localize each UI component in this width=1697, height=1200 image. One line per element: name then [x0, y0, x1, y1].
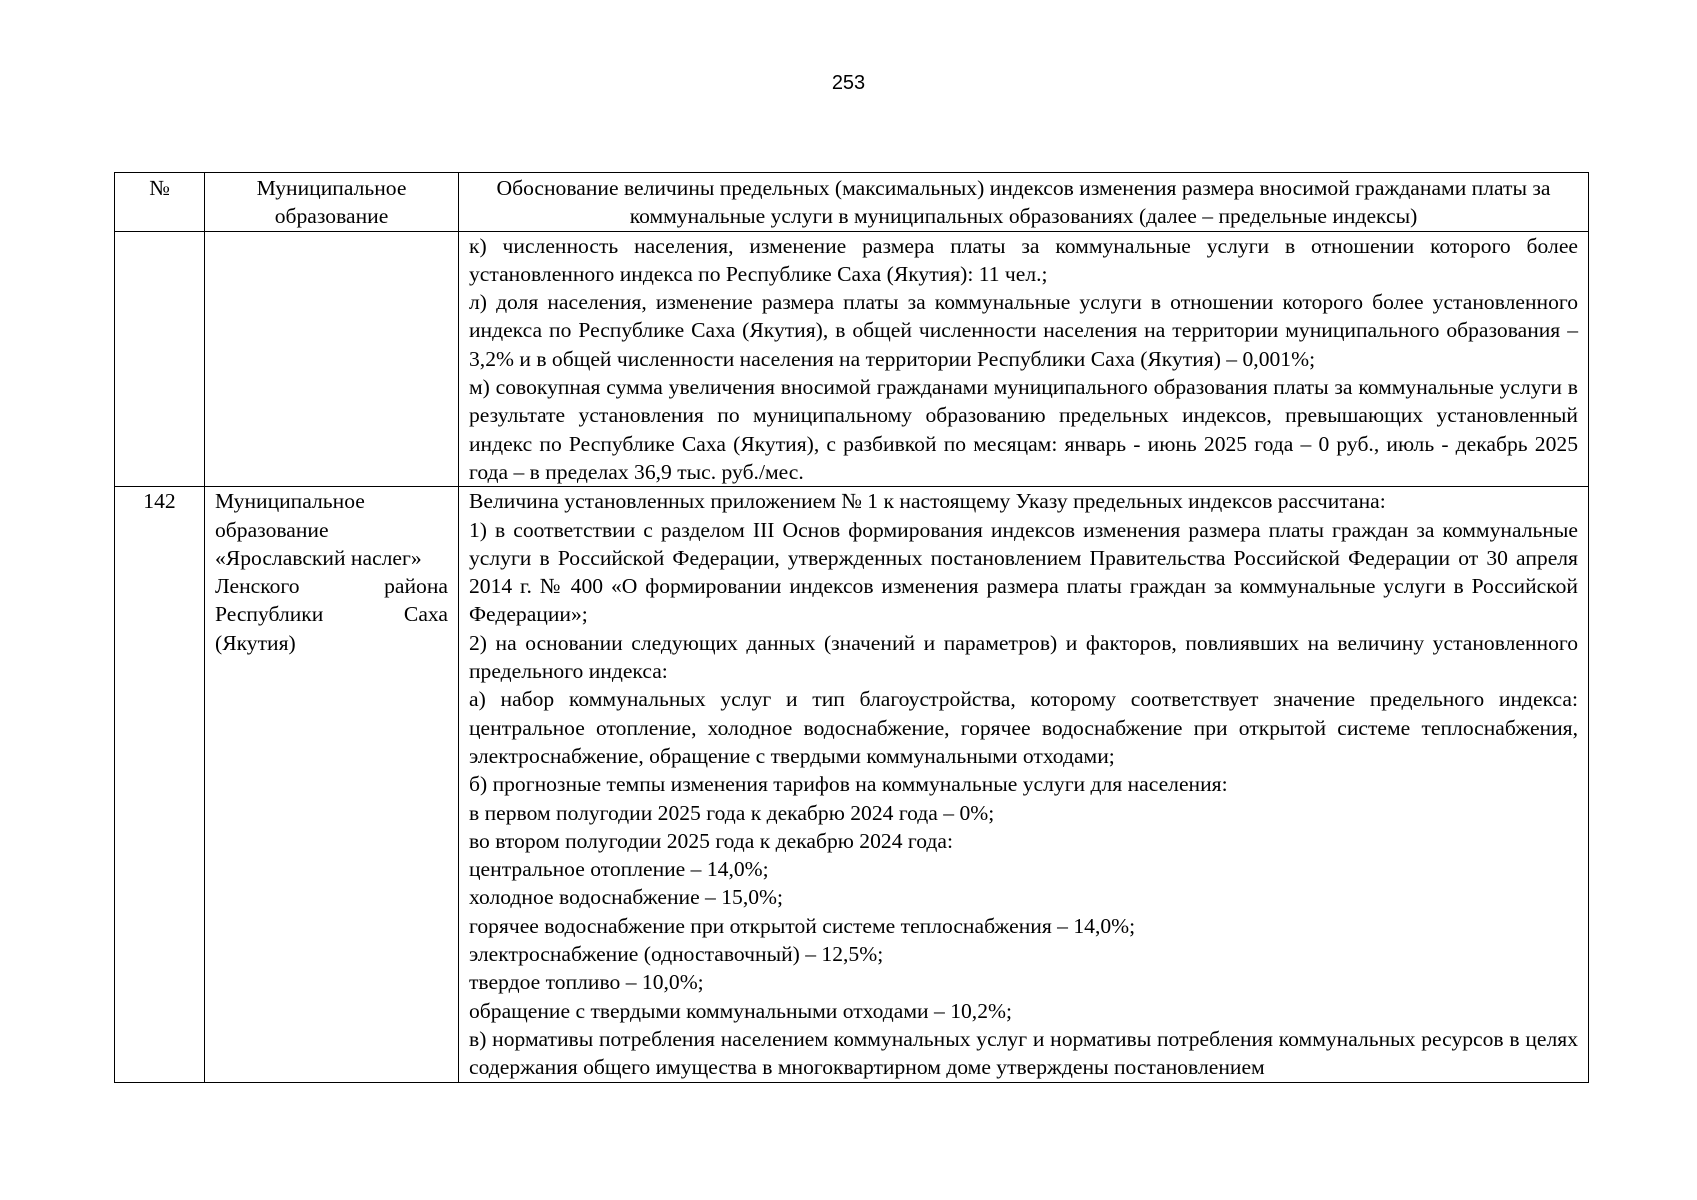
justification-paragraph: к) численность населения, изменение размера платы за коммунальные услуги в отношении которого более установленного индекса по Республике Саха (Якутия): 11 чел.;	[469, 233, 1578, 286]
justification-cell	[459, 231, 1589, 487]
justification-paragraph: 2) на основании следующих данных (значений и параметров) и факторов, повлиявших на величину установленного предельного индекса:	[469, 630, 1578, 684]
table-row	[115, 231, 1589, 487]
justification-paragraph: центральное отопление – 14,0%;	[469, 857, 769, 882]
header-justification: Обоснование величины предельных (максимальных) индексов изменения размера вносимой гражданами платы за коммунальные услуги в муниципальных образованиях (далее – предельные индексы)	[459, 173, 1589, 232]
table-header-row	[115, 173, 1589, 232]
justification-paragraph: холодное водоснабжение – 15,0%;	[469, 885, 784, 910]
municipality-line: образование	[215, 517, 329, 542]
justification-paragraph: горячее водоснабжение при открытой системе теплоснабжения – 14,0%;	[469, 913, 1136, 938]
municipality-line: Ленского района	[215, 574, 448, 599]
municipality-line: (Якутия)	[215, 630, 296, 655]
justification-paragraph: твердое топливо – 10,0%;	[469, 970, 704, 995]
table-row	[115, 487, 1589, 1082]
header-municipality: Муниципальное образование	[205, 173, 459, 232]
justification-table	[114, 172, 1589, 1083]
justification-paragraph: электроснабжение (одноставочный) – 12,5%;	[469, 942, 884, 967]
justification-paragraph: обращение с твердыми коммунальными отходами – 10,2%;	[469, 998, 1012, 1023]
justification-paragraph: во втором полугодии 2025 года к декабрю 2024 года:	[469, 828, 953, 853]
justification-paragraph: л) доля населения, изменение размера платы за коммунальные услуги в отношении которого более установленного индекса по Республике Саха (Якутия), в общей численности населения на территории муниципального образования – 3,2% и в общей численности населения на территории Республики Саха (Якутия) – 0,001%;	[469, 290, 1578, 371]
page-number: 253	[831, 72, 866, 94]
justification-paragraph: а) набор коммунальных услуг и тип благоустройства, которому соответствует значение предельного индекса: центральное отопление, холодное водоснабжение, горячее водоснабжение при открытой системе теплоснабжения, электроснабжение, обращение с твердыми коммунальными отходами;	[469, 687, 1578, 768]
row-number-cell	[115, 231, 205, 487]
justification-cell	[459, 487, 1589, 1082]
justification-paragraph: б) прогнозные темпы изменения тарифов на коммунальные услуги для населения:	[469, 772, 1228, 797]
header-number: №	[115, 173, 205, 232]
justification-paragraph: Величина установленных приложением № 1 к настоящему Указу предельных индексов рассчитана:	[469, 489, 1386, 514]
municipality-cell	[205, 487, 459, 1082]
municipality-cell	[205, 231, 459, 487]
row-number-cell: 142	[115, 487, 205, 1082]
justification-paragraph: м) совокупная сумма увеличения вносимой гражданами муниципального образования платы за коммунальные услуги в результате установления по муниципальному образованию предельных индексов, превышающих установленный индекс по Республике Саха (Якутия), с разбивкой по месяцам: январь - июнь 2025 года – 0 руб., июль - декабрь 2025 года – в пределах 36,9 тыс. руб./мес.	[469, 375, 1578, 484]
municipality-line: Республики Саха	[215, 602, 448, 627]
justification-paragraph: в) нормативы потребления населением коммунальных услуг и нормативы потребления коммунальных ресурсов в целях содержания общего имущества в многоквартирном доме утверждены постановлением	[469, 1026, 1578, 1080]
municipality-line: «Ярославский наслег»	[215, 545, 422, 570]
justification-paragraph: 1) в соответствии с разделом III Основ формирования индексов изменения размера платы граждан за коммунальные услуги в Российской Федерации, утвержденных постановлением Правительства Российской Федерации от 30 апреля 2014 г. № 400 «О формировании индексов изменения размера платы граждан за коммунальные услуги в Российской Федерации»;	[469, 517, 1578, 627]
justification-paragraph: в первом полугодии 2025 года к декабрю 2024 года – 0%;	[469, 800, 995, 825]
municipality-line: Муниципальное	[215, 489, 365, 514]
